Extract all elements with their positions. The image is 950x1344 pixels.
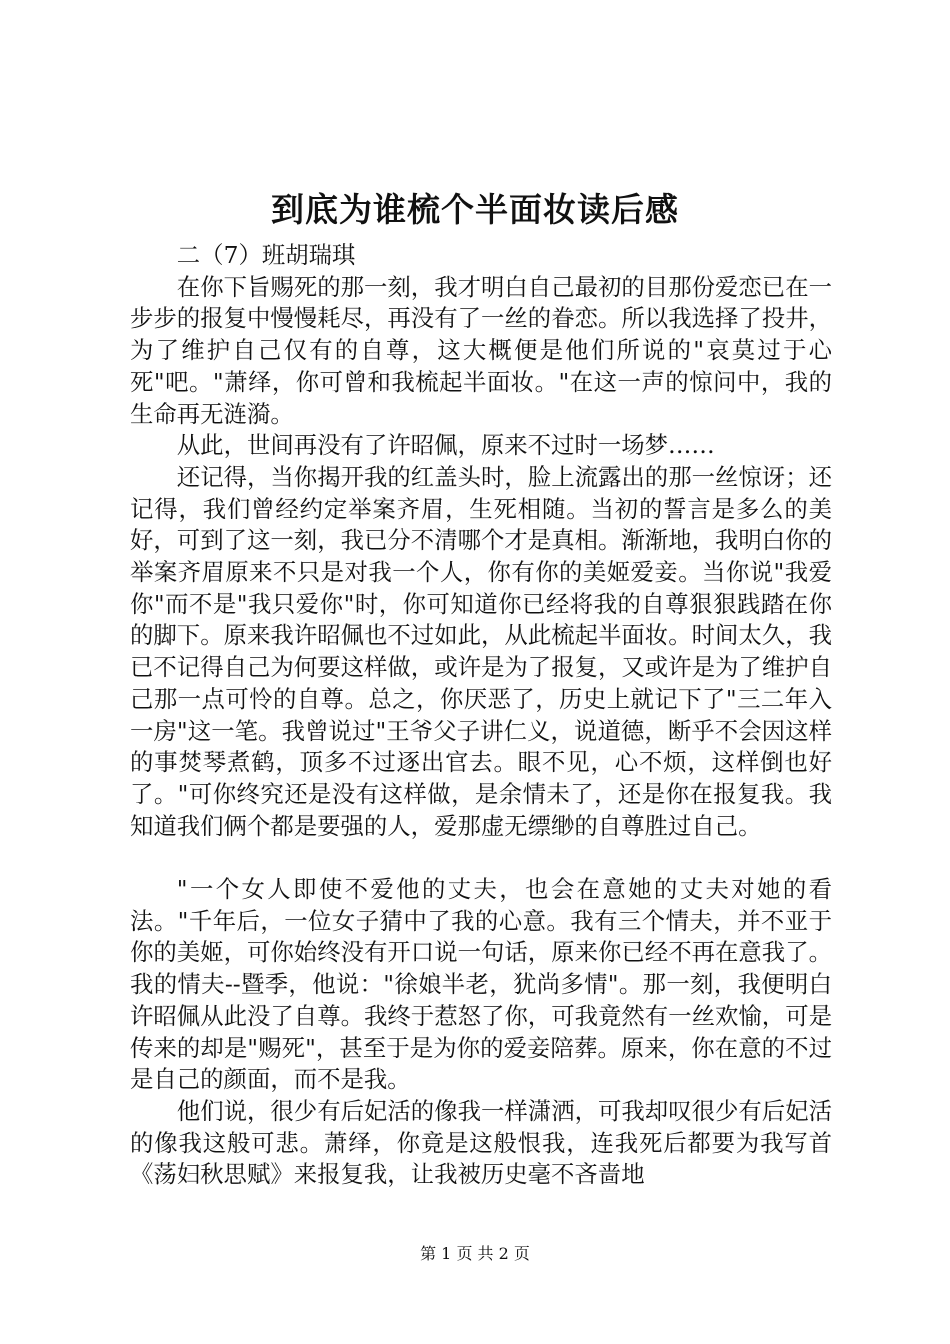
paragraph-4: "一个女人即使不爱他的丈夫，也会在意她的丈夫对她的看法。"千年后，一位女子猜中了我的心意。我有三个情夫，并不亚于你的美姬，可你始终没有开口说一句话，原来你已经不再在意我了。我的情夫--暨季，他说："徐娘半老，犹尚多情"。那一刻，我便明白许昭佩从此没了自尊。我终于惹怒了你，可我竟然有一丝欢愉，可是传来的却是"赐死"，甚至于是为你的爱妾陪葬。原来，你在意的不过是自己的颜面，而不是我。: [130, 875, 832, 1094]
document-body: [130, 240, 832, 1191]
page-footer: 第 1 页 共 2 页: [420, 1244, 530, 1263]
document-title: 到底为谁梳个半面妆读后感: [271, 190, 679, 229]
paragraph-1: 在你下旨赐死的那一刻，我才明白自己最初的目那份爱恋已在一步步的报复中慢慢耗尽，再没有了一丝的眷恋。所以我选择了投井，为了维护自己仅有的自尊，这大概便是他们所说的"哀莫过于心死"吧。"萧绎，你可曾和我梳起半面妆。"在这一声的惊问中，我的生命再无涟漪。: [130, 272, 832, 428]
author-line: 二（7）班胡瑞琪: [176, 241, 356, 269]
paragraph-5: 他们说，很少有后妃活的像我一样潇洒，可我却叹很少有后妃活的像我这般可悲。萧绎，你竟是这般恨我，连我死后都要为我写首《荡妇秋思赋》来报复我，让我被历史毫不吝啬地: [130, 1096, 832, 1189]
paragraph-3: 还记得，当你揭开我的红盖头时，脸上流露出的那一丝惊讶；还记得，我们曾经约定举案齐眉，生死相随。当初的誓言是多么的美好，可到了这一刻，我已分不清哪个才是真相。渐渐地，我明白你的举案齐眉原来不只是对我一个人，你有你的美姬爱妾。当你说"我爱你"而不是"我只爱你"时，你可知道你已经将我的自尊狠狠践踏在你的脚下。原来我许昭佩也不过如此，从此梳起半面妆。时间太久，我已不记得自己为何要这样做，或许是为了报复，又或许是为了维护自己那一点可怜的自尊。总之，你厌恶了，历史上就记下了"三二年入一房"这一笔。我曾说过"王爷父子讲仁义，说道德，断乎不会因这样的事焚琴煮鹤，顶多不过逐出官去。眼不见，心不烦，这样倒也好了。"可你终究还是没有这样做，是余情未了，还是你在报复我。我知道我们俩个都是要强的人，爱那虚无缥缈的自尊胜过自己。: [130, 462, 832, 840]
paragraph-2: 从此，世间再没有了许昭佩，原来不过时一场梦……: [176, 431, 715, 460]
